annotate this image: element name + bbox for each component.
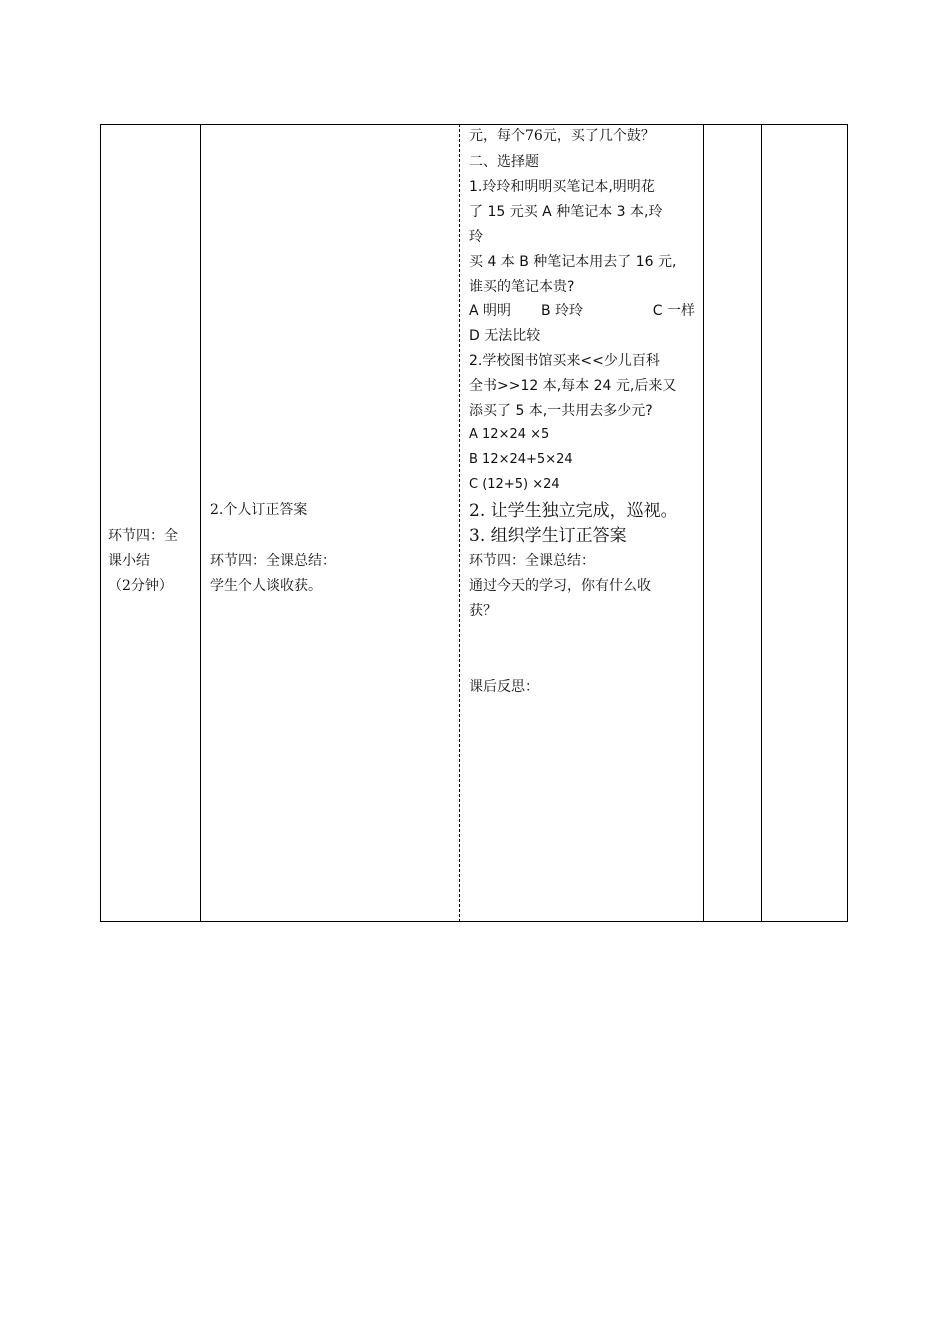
- choice-q2-option-c: C (12+5) ×24: [469, 477, 560, 492]
- choice-q1-line1: 1.玲玲和明明买笔记本,明明花: [469, 179, 655, 195]
- table-top-border: [100, 124, 848, 125]
- choice-q2-line1: 2.学校图书馆买来<<少儿百科: [469, 353, 660, 369]
- section-choice-heading: 二、选择题: [469, 154, 539, 170]
- option-d: D 无法比较: [469, 328, 541, 344]
- choice-q1-line2: 了 15 元买 A 种笔记本 3 本,玲: [469, 204, 663, 220]
- choice-q2-line2: 全书>>12 本,每本 24 元,后来又: [469, 378, 677, 394]
- problem-continued: 元，每个76元，买了几个鼓？: [469, 128, 655, 144]
- col-divider-3: [703, 124, 704, 922]
- stage-label-line3: （2分钟）: [108, 578, 173, 594]
- choice-q1-line4: 买 4 本 B 种笔记本用去了 16 元,: [469, 254, 677, 270]
- table-left-border: [100, 124, 101, 922]
- col-divider-2-dashed: [459, 124, 460, 922]
- option-b: B 玲玲: [541, 303, 584, 319]
- student-correct-answers: 2.个人订正答案: [210, 502, 308, 518]
- teacher-step-3: 3. 组织学生订正答案: [469, 526, 627, 546]
- col-divider-4: [761, 124, 762, 922]
- teacher-summary-heading: 环节四：全课总结：: [469, 553, 595, 569]
- student-summary-text: 学生个人谈收获。: [210, 578, 322, 594]
- stage-label-line2: 课小结: [108, 553, 150, 569]
- teacher-summary-question-line2: 获？: [469, 603, 497, 619]
- choice-q2-option-a: A 12×24 ×5: [469, 427, 550, 442]
- choice-q2-line3: 添买了 5 本,一共用去多少元?: [469, 403, 653, 419]
- choice-q1-options: [469, 301, 695, 321]
- stage-label-line1: 环节四：全: [108, 528, 178, 544]
- teacher-summary-question-line1: 通过今天的学习，你有什么收: [469, 578, 651, 594]
- table-right-border: [847, 124, 848, 922]
- col-divider-1: [200, 124, 201, 922]
- option-c: C 一样: [652, 303, 695, 319]
- teacher-step-2: 2. 让学生独立完成，巡视。: [469, 501, 678, 521]
- student-summary-heading: 环节四：全课总结：: [210, 553, 336, 569]
- post-lesson-reflection-label: 课后反思：: [469, 679, 539, 695]
- choice-q2-option-b: B 12×24+5×24: [469, 452, 573, 467]
- choice-q1-line3: 玲: [469, 229, 483, 245]
- table-bottom-border: [100, 921, 848, 922]
- option-a: A 明明: [469, 303, 512, 319]
- choice-q1-line5: 谁买的笔记本贵?: [469, 279, 575, 295]
